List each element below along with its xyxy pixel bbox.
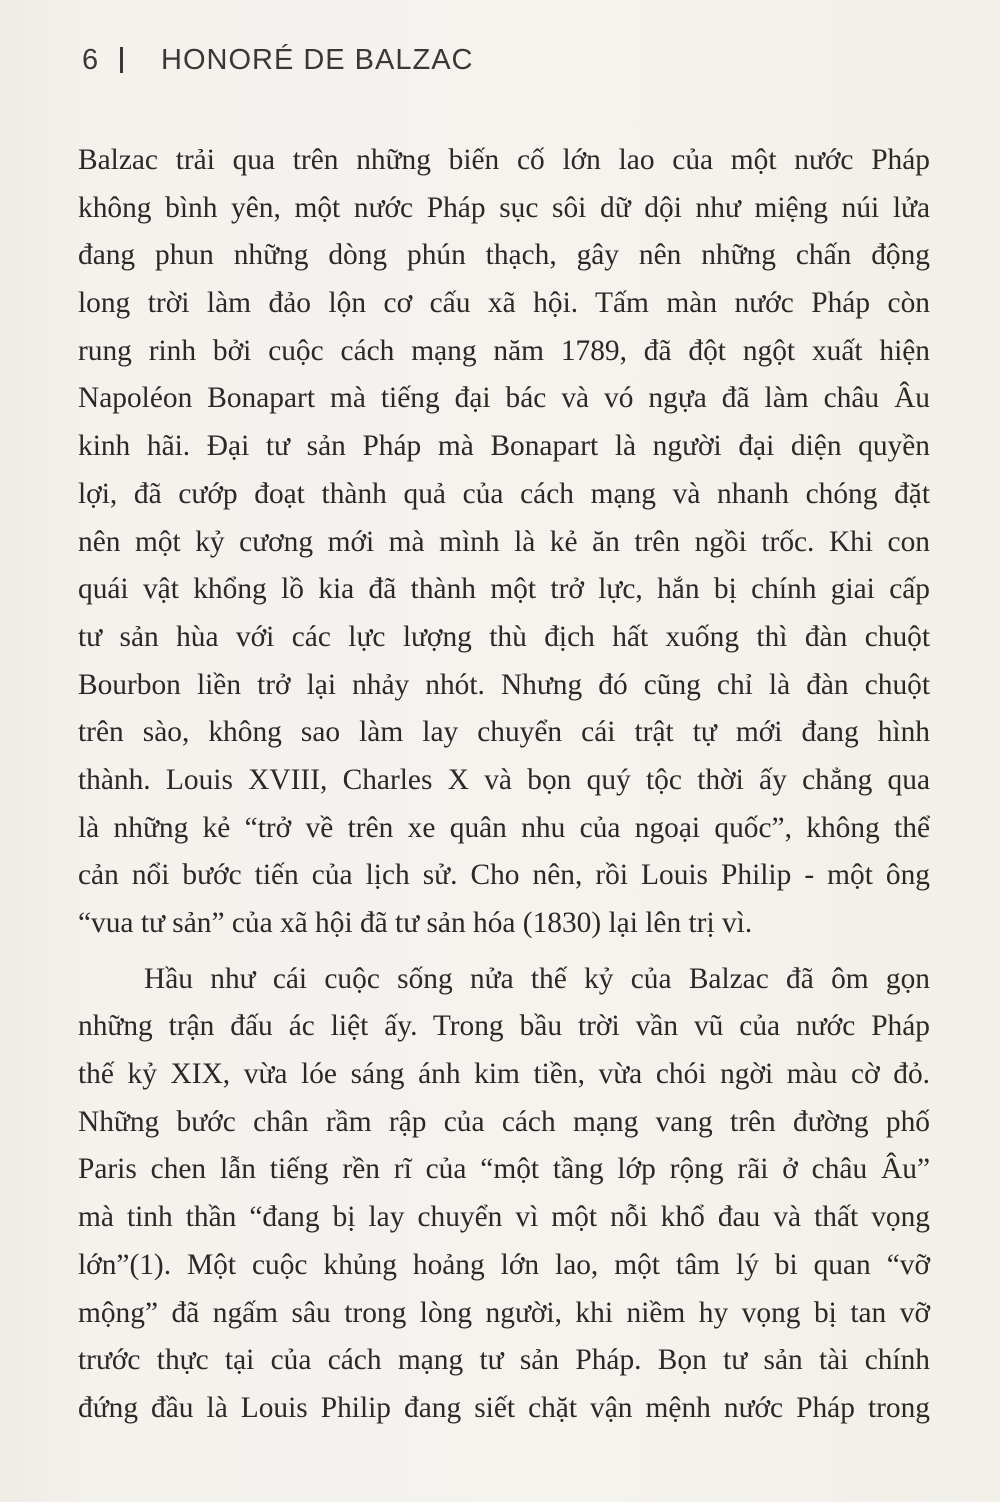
- text-line: Paris chen lẫn tiếng rền rĩ của “một tầng lớp rộng rãi ở châu Âu”: [78, 1153, 930, 1186]
- paragraph-gap: [78, 948, 930, 956]
- text-line: những trận đấu ác liệt ấy. Trong bầu trời vần vũ của nước Pháp: [78, 1010, 930, 1043]
- text-line: quái vật khổng lồ kia đã thành một trở lực, hắn bị chính giai cấp: [78, 573, 930, 606]
- paragraph-1: [78, 137, 930, 948]
- text-line: thành. Louis XVIII, Charles X và bọn quý tộc thời ấy chẳng qua: [78, 763, 930, 796]
- text-line: đứng đầu là Louis Philip đang siết chặt vận mệnh nước Pháp trong: [78, 1391, 930, 1424]
- page-number: 6: [82, 43, 100, 76]
- text-line: lớn”(1). Một cuộc khủng hoảng lớn lao, một tâm lý bi quan “vỡ: [78, 1248, 930, 1281]
- text-line: rung rinh bởi cuộc cách mạng năm 1789, đã đột ngột xuất hiện: [78, 334, 930, 367]
- text-line: “vua tư sản” của xã hội đã tư sản hóa (1830) lại lên trị vì.: [78, 907, 753, 939]
- header-separator: [120, 47, 123, 73]
- paragraph-2: [78, 956, 930, 1433]
- text-line: trước thực tại của cách mạng tư sản Pháp. Bọn tư sản tài chính: [78, 1344, 930, 1377]
- running-header: [82, 40, 474, 80]
- text-line: cản nổi bước tiến của lịch sử. Cho nên, rồi Louis Philip - một ông: [78, 859, 930, 892]
- text-line: không bình yên, một nước Pháp sục sôi dữ dội như miệng núi lửa: [78, 191, 930, 224]
- text-line: thế kỷ XIX, vừa lóe sáng ánh kim tiền, vừa chói ngời màu cờ đỏ.: [78, 1058, 930, 1091]
- text-line: mà tinh thần “đang bị lay chuyển vì một nỗi khổ đau và thất vọng: [78, 1201, 930, 1234]
- text-line: kinh hãi. Đại tư sản Pháp mà Bonapart là người đại diện quyền: [78, 430, 930, 463]
- book-title: HONORÉ DE BALZAC: [161, 43, 474, 76]
- text-line: trên sào, không sao làm lay chuyển cái trật tự mới đang hình: [78, 716, 930, 749]
- text-line: Bourbon liền trở lại nhảy nhót. Nhưng đó cũng chỉ là đàn chuột: [78, 668, 930, 701]
- text-line: là những kẻ “trở về trên xe quân nhu của ngoại quốc”, không thể: [78, 811, 930, 844]
- text-line: mộng” đã ngấm sâu trong lòng người, khi niềm hy vọng bị tan vỡ: [78, 1296, 930, 1329]
- text-line: tư sản hùa với các lực lượng thù địch hất xuống thì đàn chuột: [78, 620, 930, 653]
- text-line: nên một kỷ cương mới mà mình là kẻ ăn trên ngồi trốc. Khi con: [78, 525, 930, 558]
- text-line: Balzac trải qua trên những biến cố lớn lao của một nước Pháp: [78, 144, 930, 176]
- body-text: [78, 137, 930, 1433]
- text-line: Những bước chân rầm rập của cách mạng vang trên đường phố: [78, 1105, 930, 1138]
- text-line: lợi, đã cướp đoạt thành quả của cách mạng và nhanh chóng đặt: [78, 477, 930, 510]
- text-line: đang phun những dòng phún thạch, gây nên những chấn động: [78, 239, 930, 272]
- text-line: long trời làm đảo lộn cơ cấu xã hội. Tấm màn nước Pháp còn: [78, 287, 930, 320]
- text-line: Hầu như cái cuộc sống nửa thế kỷ của Balzac đã ôm gọn: [144, 962, 930, 995]
- text-line: Napoléon Bonapart mà tiếng đại bác và vó ngựa đã làm châu Âu: [78, 382, 930, 415]
